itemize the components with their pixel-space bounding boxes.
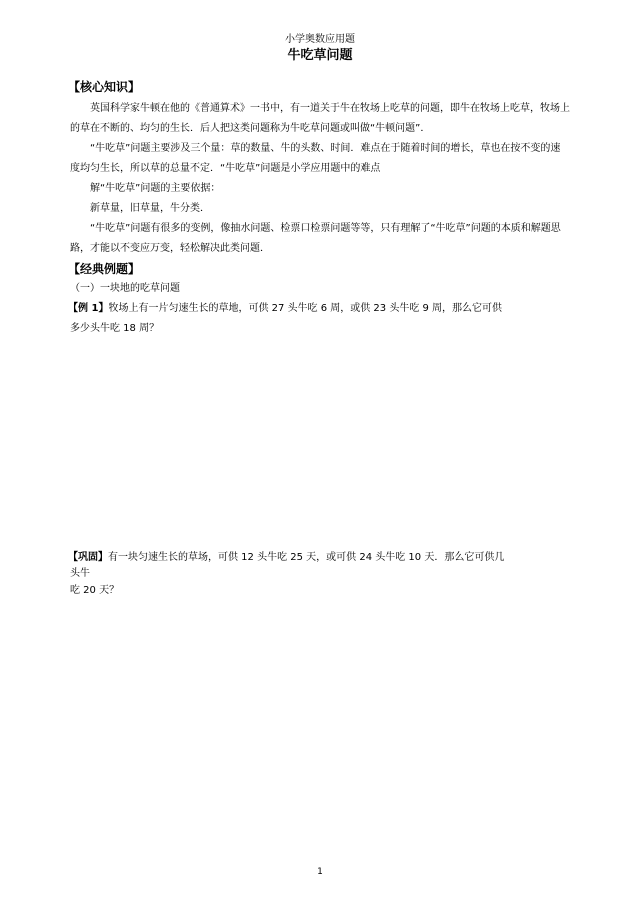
- page-number: 1: [317, 867, 323, 877]
- core-paragraph-3: “牛吃草”问题有很多的变例，像抽水问题、检票口检票问题等等，只有理解了“牛吃草”问题的本质和解题思路，才能以不变应万变，轻松解决此类问题．: [70, 223, 561, 254]
- core-basis-items: 新草量，旧草量，牛分类．: [90, 203, 210, 214]
- example-1-line-1: [68, 299, 568, 319]
- core-paragraph-1: 英国科学家牛顿在他的《普通算术》一书中，有一道关于牛在牧场上吃草的问题，即牛在牧场上吃草，牧场上的草在不断的、均匀的生长．后人把这类问题称为牛吃草问题或叫做“牛顿问题”．: [70, 103, 570, 134]
- example-1-line-2: 多少头牛吃 18 周？: [70, 323, 160, 334]
- practice-tag: 【巩固】: [68, 552, 108, 563]
- example-1-text: 牧场上有一片匀速生长的草地，可供 27 头牛吃 6 周，或供 23 头牛吃 9 周，那么它可供: [108, 303, 503, 314]
- practice-line-2: 头牛: [70, 568, 90, 579]
- core-paragraph-2: “牛吃草”问题主要涉及三个量：草的数量、牛的头数、时间．难点在于随着时间的增长，草也在按不变的速度均匀生长，所以草的总量不定．“牛吃草”问题是小学应用题中的难点: [70, 143, 561, 174]
- core-basis-line: 解“牛吃草”问题的主要依据：: [90, 183, 221, 194]
- subsection-single-field: （一）一块地的吃草问题: [70, 283, 180, 294]
- core-knowledge-heading: 【核心知识】: [68, 80, 141, 94]
- practice-line-3: 吃 20 天？: [70, 585, 120, 596]
- example-1-tag: 【例 1】: [68, 303, 109, 314]
- practice-text: 有一块匀速生长的草场，可供 12 头牛吃 25 天，或可供 24 头牛吃 10 天．那么它可供几: [108, 552, 505, 563]
- classic-examples-heading: 【经典例题】: [68, 262, 141, 276]
- document-title: 牛吃草问题: [287, 48, 353, 63]
- series-header: 小学奥数应用题: [285, 34, 355, 45]
